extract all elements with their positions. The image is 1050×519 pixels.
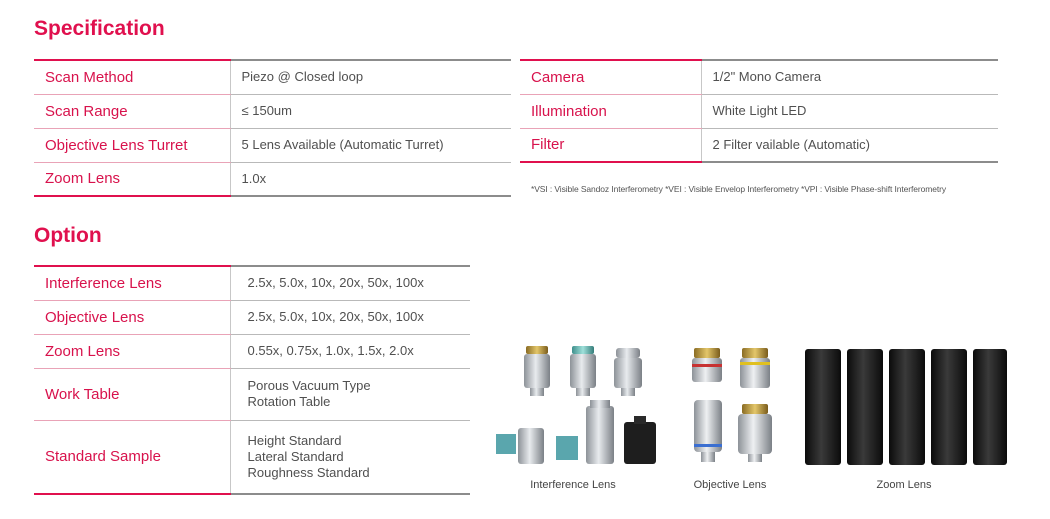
value-line: Height Standard bbox=[247, 432, 342, 448]
table-row bbox=[34, 94, 511, 128]
table-row bbox=[34, 420, 470, 494]
row-label: Scan Method bbox=[34, 60, 230, 94]
table-row bbox=[34, 334, 470, 368]
row-label: Camera bbox=[520, 60, 701, 94]
objective-2 bbox=[740, 348, 770, 388]
objective-1 bbox=[692, 348, 722, 382]
zoom-lens-1 bbox=[805, 349, 841, 465]
value-line: 0.55x, 0.75x, 1.0x, 1.5x, 2.0x bbox=[247, 343, 414, 358]
table-row bbox=[34, 128, 511, 162]
value-line: Lateral Standard bbox=[247, 448, 344, 464]
specification-heading: Specification bbox=[34, 17, 165, 40]
table-row bbox=[34, 60, 511, 94]
row-label: Work Table bbox=[34, 368, 230, 420]
row-value: 2 Filter vailable (Automatic) bbox=[701, 128, 998, 162]
row-label: Scan Range bbox=[34, 94, 230, 128]
row-value bbox=[230, 420, 470, 494]
row-label: Filter bbox=[520, 128, 701, 162]
lens-4 bbox=[496, 428, 544, 464]
lens-1 bbox=[524, 346, 550, 396]
footnote: *VSI : Visible Sandoz Interferometry *VEI : Visible Envelop Interferometry *VPI : Visible Phase-shift Interferometry bbox=[531, 184, 947, 194]
zoom-lens-2 bbox=[847, 349, 883, 465]
row-value: ≤ 150um bbox=[230, 94, 511, 128]
table-row bbox=[34, 368, 470, 420]
row-label: Illumination bbox=[520, 94, 701, 128]
row-label: Zoom Lens bbox=[34, 162, 230, 196]
zoom-lens-caption: Zoom Lens bbox=[876, 479, 932, 491]
table-row bbox=[520, 128, 998, 162]
objective-lens-caption: Objective Lens bbox=[693, 479, 767, 491]
row-value: 1.0x bbox=[230, 162, 511, 196]
row-value bbox=[230, 266, 470, 300]
row-label: Standard Sample bbox=[34, 420, 230, 494]
value-line: Porous Vacuum Type bbox=[247, 378, 371, 393]
table-row bbox=[520, 60, 998, 94]
row-label: Objective Lens bbox=[34, 300, 230, 334]
row-value: 5 Lens Available (Automatic Turret) bbox=[230, 128, 511, 162]
spec-table-right bbox=[520, 59, 998, 163]
option-table bbox=[34, 265, 470, 495]
option-heading: Option bbox=[34, 224, 102, 247]
row-value bbox=[230, 334, 470, 368]
row-value bbox=[230, 368, 470, 420]
lens-2 bbox=[570, 346, 596, 396]
zoom-lens-image bbox=[805, 349, 1007, 465]
row-label: Interference Lens bbox=[34, 266, 230, 300]
zoom-lens-5 bbox=[973, 349, 1007, 465]
objective-3 bbox=[694, 400, 722, 462]
interference-lens-caption: Interference Lens bbox=[530, 479, 616, 491]
interference-lens-image bbox=[488, 340, 668, 470]
row-label: Objective Lens Turret bbox=[34, 128, 230, 162]
row-label: Zoom Lens bbox=[34, 334, 230, 368]
objective-4 bbox=[738, 404, 772, 462]
spec-table-left bbox=[34, 59, 511, 197]
value-line: 2.5x, 5.0x, 10x, 20x, 50x, 100x bbox=[247, 275, 424, 291]
table-row bbox=[34, 300, 470, 334]
table-row bbox=[34, 162, 511, 196]
value-line: Roughness Standard bbox=[247, 464, 370, 480]
row-value: 1/2" Mono Camera bbox=[701, 60, 998, 94]
lens-3 bbox=[614, 348, 642, 396]
value-line: Rotation Table bbox=[247, 394, 331, 409]
row-value: Piezo @ Closed loop bbox=[230, 60, 511, 94]
row-value bbox=[230, 300, 470, 334]
zoom-lens-4 bbox=[931, 349, 967, 465]
value-line: 2.5x, 5.0x, 10x, 20x, 50x, 100x bbox=[247, 309, 424, 324]
objective-lens-image bbox=[688, 344, 778, 470]
row-value: White Light LED bbox=[701, 94, 998, 128]
table-row bbox=[520, 94, 998, 128]
zoom-lens-3 bbox=[889, 349, 925, 465]
lens-5 bbox=[556, 400, 614, 464]
lens-6 bbox=[624, 416, 656, 464]
table-row bbox=[34, 266, 470, 300]
